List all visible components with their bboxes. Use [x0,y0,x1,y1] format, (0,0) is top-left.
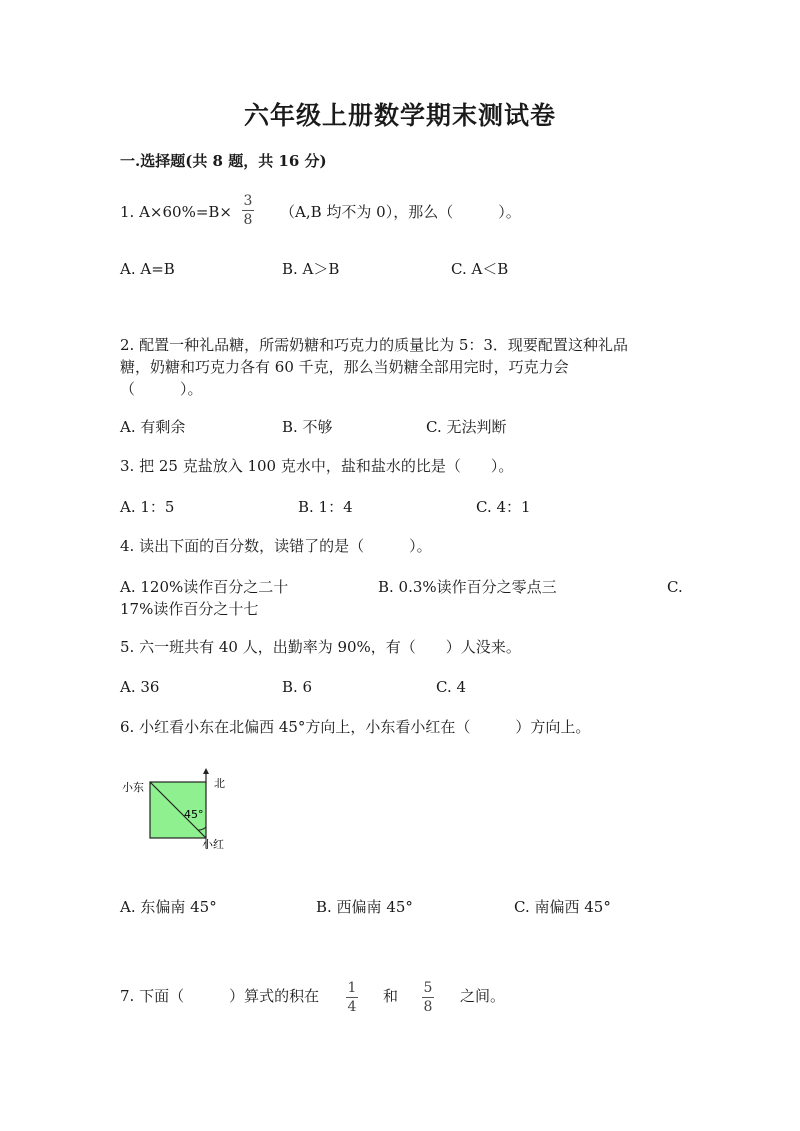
q7-fraction-2 [420,980,436,1015]
q2-line-1: 2. 配置一种礼品糖，所需奶糖和巧克力的质量比为 5：3．现要配置这种礼品 [120,336,628,354]
label-xiaodong: 小东 [122,781,144,794]
label-angle: 45° [184,808,204,821]
q1-option-b: B. A＞B [282,260,340,278]
label-north: 北 [214,777,225,790]
q6-option-c: C. 南偏西 45° [514,898,611,916]
direction-diagram [110,768,250,858]
question-5: 5. 六一班共有 40 人，出勤率为 90%，有（ ）人没来。 [120,638,521,656]
q1-option-c: C. A＜B [451,260,509,278]
q2-option-c: C. 无法判断 [426,418,507,436]
q1-option-a: A. A=B [120,260,175,278]
q7-frac2-den: 8 [423,999,433,1015]
q3-option-b: B. 1：4 [298,498,353,516]
fraction-bar [346,997,358,998]
question-6: 6. 小红看小东在北偏西 45°方向上，小东看小红在（ ）方向上。 [120,718,591,736]
q1-frac-den: 8 [243,212,253,228]
section-heading: 一.选择题(共 8 题，共 16 分) [120,152,327,170]
question-3: 3. 把 25 克盐放入 100 克水中，盐和盐水的比是（ ）。 [120,457,514,475]
label-xiaohong: 小红 [202,838,224,851]
q2-option-a: A. 有剩余 [120,418,186,436]
q4-option-c-continued: 17%读作百分之十七 [120,600,259,618]
q7-frac1-den: 4 [347,999,357,1015]
question-4: 4. 读出下面的百分数，读错了的是（ ）。 [120,537,432,555]
q4-option-b: B. 0.3%读作百分之零点三 [378,578,557,596]
q5-option-a: A. 36 [120,678,160,696]
q7-text-before: 7. 下面（ ）算式的积在 [120,987,320,1005]
q7-fraction-1 [344,980,360,1015]
north-arrow-icon [203,768,209,774]
q7-text-mid: 和 [383,987,399,1005]
q5-option-b: B. 6 [282,678,313,696]
q3-option-a: A. 1：5 [120,498,175,516]
q1-fraction [240,193,256,228]
q1-text-before: 1. A×60%=B× [120,203,232,221]
q3-option-c: C. 4：1 [476,498,531,516]
q1-text-after: （A,B 均不为 0），那么（ ）。 [280,203,521,221]
q7-frac2-num: 5 [423,980,433,996]
q2-option-b: B. 不够 [282,418,333,436]
q2-line-3: （ ）。 [120,380,203,398]
fraction-bar [422,997,434,998]
q7-frac1-num: 1 [347,980,357,996]
question-1 [120,201,232,223]
q6-option-a: A. 东偏南 45° [120,898,217,916]
q7-text-after: 之间。 [460,987,506,1005]
q5-option-c: C. 4 [436,678,467,696]
q4-option-a: A. 120%读作百分之二十 [120,578,289,596]
page-title: 六年级上册数学期末测试卷 [243,101,556,130]
q4-option-c: C. [667,578,683,596]
q2-line-2: 糖，奶糖和巧克力各有 60 千克，那么当奶糖全部用完时，巧克力会 [120,358,569,376]
fraction-bar [242,210,254,211]
q1-frac-num: 3 [243,193,253,209]
q6-option-b: B. 西偏南 45° [316,898,413,916]
